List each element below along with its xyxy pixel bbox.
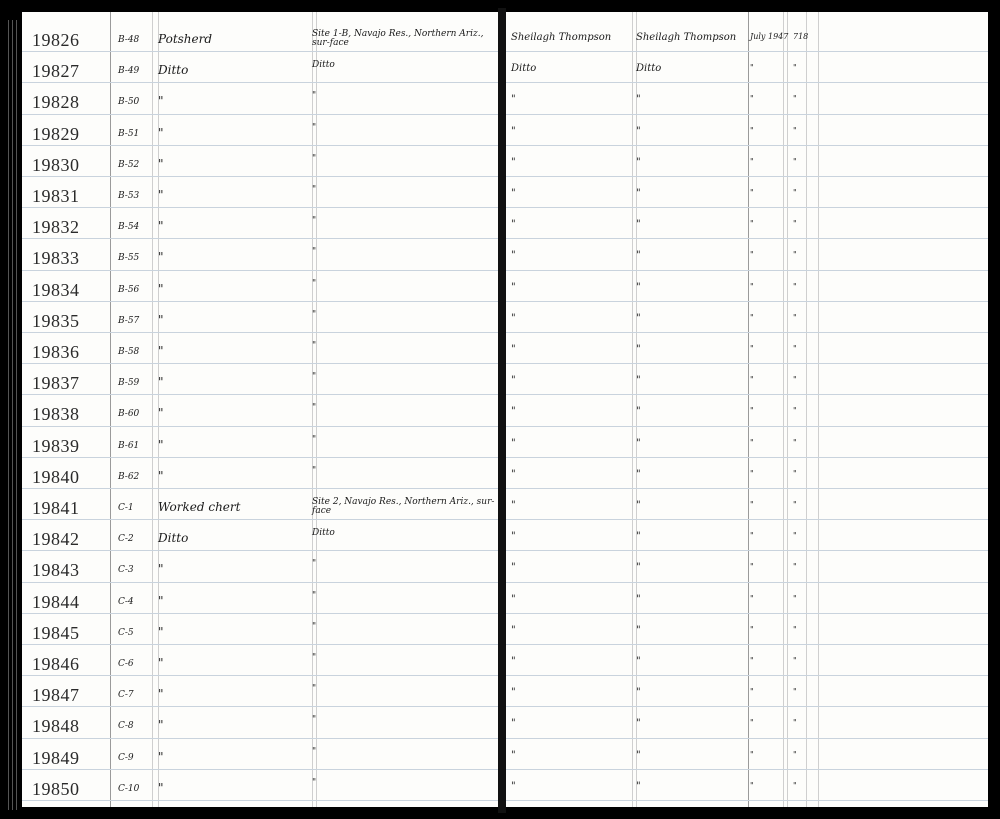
collector: " [511,312,516,324]
table-row [22,26,498,57]
table-row [22,182,498,213]
table-row [506,744,988,775]
table-row [22,88,498,119]
catalog-number: B-48 [118,35,140,45]
catalog-number: C-7 [118,690,134,701]
catalog-number: C-6 [118,659,134,669]
collector: " [511,437,516,449]
object-name: " [158,344,164,358]
accession-number: 19829 [32,123,80,144]
object-name: " [158,281,164,296]
locality: " [312,590,317,601]
locality: Site 2, Navajo Res., Northern Ariz., sur-face [312,497,495,516]
table-row [506,400,988,431]
donor: " [636,125,641,137]
object-name: " [158,125,164,140]
record-number: " [793,344,797,353]
table-row [506,432,988,463]
table-row [22,338,498,369]
accession-number: 19842 [32,529,80,550]
table-row [506,338,988,369]
collector: " [511,718,516,730]
record-number: " [793,780,797,790]
date-received: " [750,593,754,603]
donor: " [636,749,641,761]
accession-number: 19846 [32,654,80,674]
record-number: " [793,500,797,509]
donor: " [636,375,641,387]
date-received: " [750,156,754,166]
date-received: " [750,749,754,759]
record-number: " [793,468,797,478]
collector: " [511,375,516,387]
date-received: " [750,500,754,509]
catalog-number: B-62 [118,471,140,482]
object-name: " [158,94,164,109]
catalog-number: C-2 [118,534,134,545]
record-number: " [793,437,797,447]
catalog-number: C-8 [118,721,134,732]
catalog-number: B-60 [118,409,140,420]
locality: " [312,309,317,320]
table-row [22,744,498,775]
collector: Sheilagh Thompson [511,32,612,43]
table-row [22,712,498,743]
date-received: " [750,125,754,135]
table-row [22,525,498,556]
donor: " [636,468,641,480]
locality: " [312,465,317,476]
accession-number: 19830 [32,154,80,175]
accession-number: 19844 [32,591,80,612]
record-number: " [793,749,797,759]
object-name: " [158,562,164,577]
date-received: " [750,468,754,478]
accession-number: 19848 [32,716,80,737]
object-name: " [158,749,164,764]
catalog-number: C-10 [118,783,140,794]
date-received: " [750,375,754,385]
record-number: " [793,94,797,104]
table-row [22,775,498,806]
locality: " [312,247,317,258]
donor: Ditto [636,63,662,75]
date-received: " [750,406,754,416]
catalog-number: B-51 [118,128,140,139]
date-received: " [750,718,754,728]
date-received: " [750,687,754,697]
catalog-number: B-55 [118,253,140,264]
catalog-number: B-54 [118,222,140,233]
accession-number: 19834 [32,279,80,300]
table-row [22,463,498,494]
object-name: " [158,375,164,390]
locality: " [312,777,317,788]
accession-number: 19831 [32,186,80,206]
locality: Ditto [312,528,335,539]
collector: " [511,656,516,667]
collector: " [511,344,516,355]
catalog-number: C-4 [118,596,134,607]
date-received: July 1947 [750,32,789,41]
table-row [22,400,498,431]
object-name: " [158,406,164,421]
table-row [22,276,498,307]
donor: " [636,281,641,293]
locality: " [312,278,317,289]
object-name: " [158,188,164,202]
accession-number: 19827 [32,61,80,82]
object-name: Ditto [158,63,189,78]
donor: " [636,780,641,792]
record-number: " [793,156,797,166]
locality: " [312,91,317,102]
collector: " [511,94,516,106]
catalog-number: B-56 [118,284,140,295]
donor: " [636,562,641,574]
catalog-number: B-61 [118,440,140,451]
donor: " [636,593,641,605]
stacked-page-edge [8,20,9,810]
accession-number: 19839 [32,435,80,456]
collector: " [511,624,516,636]
table-row [506,57,988,88]
object-name: " [158,219,164,234]
donor: " [636,344,641,355]
date-received: " [750,562,754,572]
table-row [506,244,988,275]
donor: " [636,656,641,667]
accession-number: 19847 [32,685,80,706]
donor: " [636,156,641,168]
table-row [22,307,498,338]
object-name: " [158,624,164,639]
object-name: " [158,437,164,452]
collector: Ditto [511,63,537,75]
accession-number: 19841 [32,498,80,518]
table-row [506,556,988,587]
object-name: " [158,468,164,483]
object-name: Ditto [158,531,189,546]
book-gutter [498,8,506,813]
table-row [506,26,988,57]
donor: " [636,718,641,730]
date-received: " [750,531,754,541]
table-row [22,556,498,587]
collector: " [511,500,516,511]
date-received: " [750,344,754,353]
object-name: " [158,656,164,670]
date-received: " [750,780,754,790]
table-row [506,369,988,400]
object-name: " [158,250,164,265]
table-row [22,650,498,681]
locality: " [312,559,317,570]
accession-number: 19826 [32,30,80,50]
object-name: " [158,156,164,171]
locality: Site 1-B, Navajo Res., Northern Ariz., sur-face [312,29,484,48]
table-row [506,525,988,556]
donor: " [636,250,641,262]
collector: " [511,281,516,293]
locality: " [312,621,317,632]
locality: " [312,185,317,195]
table-row [506,276,988,307]
locality: " [312,372,317,383]
donor: " [636,312,641,324]
record-number: " [793,63,797,73]
table-row [22,244,498,275]
collector: " [511,780,516,792]
record-number: " [793,562,797,572]
record-number: " [793,406,797,416]
locality: " [312,653,317,663]
stacked-page-edge [12,20,13,810]
locality: " [312,715,317,726]
collector: " [511,468,516,480]
table-row [506,463,988,494]
date-received: " [750,312,754,322]
donor: " [636,500,641,511]
ledger-left-page [22,12,498,807]
table-row [506,120,988,151]
date-received: " [750,624,754,634]
catalog-number: B-58 [118,347,140,357]
table-row [22,57,498,88]
record-number: " [793,219,797,229]
accession-number: 19843 [32,560,80,581]
date-received: " [750,94,754,104]
accession-number: 19832 [32,217,80,238]
table-row [22,681,498,712]
record-number: 718 [793,32,809,41]
date-received: " [750,250,754,260]
date-received: " [750,656,754,665]
object-name: " [158,312,164,327]
catalog-number: C-1 [118,503,134,513]
collector: " [511,219,516,231]
date-received: " [750,219,754,229]
donor: " [636,94,641,106]
accession-number: 19850 [32,778,80,799]
catalog-number: B-52 [118,159,140,170]
table-row [506,88,988,119]
catalog-number: B-57 [118,315,140,326]
locality: " [312,434,317,445]
table-row [22,151,498,182]
donor: " [636,188,641,199]
record-number: " [793,312,797,322]
locality: " [312,216,317,227]
accession-number: 19837 [32,373,80,394]
donor: " [636,219,641,231]
table-row [506,681,988,712]
collector: " [511,406,516,418]
catalog-number: B-59 [118,378,140,389]
accession-number: 19836 [32,342,80,362]
catalog-number: B-53 [118,191,140,201]
table-row [506,151,988,182]
locality: " [312,684,317,695]
record-number: " [793,656,797,665]
table-row [506,712,988,743]
object-name: Potsherd [158,32,213,46]
locality: " [312,746,317,757]
table-row [506,307,988,338]
locality: " [312,122,317,133]
collector: " [511,562,516,574]
donor: Sheilagh Thompson [636,32,737,43]
table-row [506,650,988,681]
table-row [22,588,498,619]
catalog-number: B-49 [118,66,140,77]
accession-number: 19838 [32,404,80,425]
table-row [506,494,988,525]
collector: " [511,188,516,199]
record-number: " [793,125,797,135]
table-row [506,182,988,213]
donor: " [636,531,641,543]
accession-number: 19835 [32,310,80,331]
record-number: " [793,718,797,728]
record-number: " [793,375,797,385]
object-name: Worked chert [158,500,241,514]
table-row [22,619,498,650]
object-name: " [158,593,164,608]
table-row [506,588,988,619]
record-number: " [793,250,797,260]
record-number: " [793,188,797,197]
table-row [22,494,498,525]
catalog-number: C-3 [118,565,134,576]
record-number: " [793,624,797,634]
accession-number: 19845 [32,622,80,643]
date-received: " [750,281,754,291]
collector: " [511,125,516,137]
collector: " [511,156,516,168]
table-row [506,213,988,244]
collector: " [511,593,516,605]
record-number: " [793,687,797,697]
table-row [506,619,988,650]
table-row [22,369,498,400]
donor: " [636,624,641,636]
locality: Ditto [312,60,335,71]
accession-number: 19849 [32,747,80,768]
ledger-right-page [506,12,988,807]
record-number: " [793,593,797,603]
object-name: " [158,718,164,733]
catalog-number: C-9 [118,752,134,763]
locality: " [312,153,317,164]
accession-number: 19833 [32,248,80,269]
collector: " [511,749,516,761]
locality: " [312,403,317,414]
donor: " [636,406,641,418]
object-name: " [158,780,164,795]
date-received: " [750,188,754,197]
record-number: " [793,281,797,291]
accession-number: 19828 [32,92,80,113]
catalog-number: C-5 [118,627,134,638]
collector: " [511,687,516,699]
collector: " [511,250,516,262]
table-row [506,775,988,806]
catalog-number: B-50 [118,97,140,108]
accession-number: 19840 [32,466,80,487]
table-row [22,120,498,151]
table-row [22,432,498,463]
collector: " [511,531,516,543]
record-number: " [793,531,797,541]
donor: " [636,437,641,449]
object-name: " [158,687,164,702]
table-row [22,213,498,244]
date-received: " [750,437,754,447]
locality: " [312,341,317,351]
stacked-page-edge [16,20,17,810]
date-received: " [750,63,754,73]
donor: " [636,687,641,699]
